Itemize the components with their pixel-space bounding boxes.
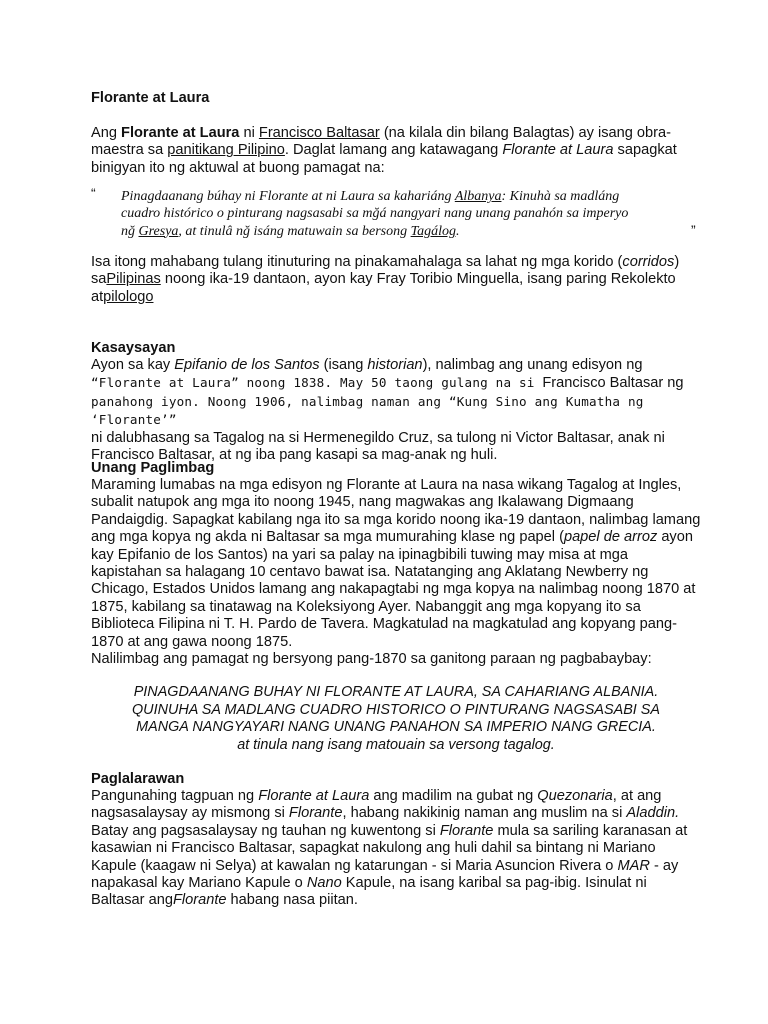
caps-line: MANGA NANGYAYARI NANG UNANG PANAHON SA IMPERIO NANG GRECIA. xyxy=(136,719,656,736)
para-text: (isang xyxy=(319,357,368,373)
full-title-quote xyxy=(121,188,701,240)
para-text: mula sa sariling karanasan at kasawian ni Francisco Baltasar, sapagkat nakulong ang huli dahil sa bintang ni Mariano Kapule (kaagaw ni Selya) at kawalan ng katarungan - si Maria Asuncion Rivera o xyxy=(91,822,688,874)
para-text: Nalilimbag ang pamagat ng bersyong pang-1870 sa ganitong paraan ng pagbabaybay: xyxy=(91,651,652,668)
aladdin-italic: Aladdin. xyxy=(626,805,680,822)
nano-italic: Nano xyxy=(306,875,342,892)
intro-text: sapagkat binigyan ito ng aktuwal at buong pamagat na: xyxy=(91,142,677,176)
para-text: noong ika-19 dantaon, ayon kay Fray Toribio Minguella, isang paring Rekolekto at xyxy=(91,271,676,305)
florante-italic: Florante xyxy=(172,892,227,909)
para-text: Kapule, na isang karibal sa pag-ibig. Isinulat ni Baltasar ang xyxy=(91,875,647,909)
quote-text: : Kinuhà sa madláng xyxy=(501,189,620,204)
open-quote-mark: “ xyxy=(91,185,96,201)
para-text: Batay ang pagsasalaysay ng tauhan ng kuwentong si xyxy=(91,822,440,839)
paglalarawan-paragraph xyxy=(91,788,701,910)
pilologo-link[interactable]: pilologo xyxy=(103,288,154,305)
caps-line: PINAGDAANANG BUHAY NI FLORANTE AT LAURA, SA CAHARIANG ALBANIA. xyxy=(133,684,659,700)
gresya-link[interactable]: Gresya xyxy=(138,223,179,239)
kasaysayan-line: ni dalubhasang sa Tagalog na si Hermenegildo Cruz, sa tulong ni Victor Baltasar, anak ni Francisco Baltasar, at ng iba pang kasapi sa mag-anak ng huli. xyxy=(91,429,665,464)
para-text: Pangunahing tagpuan ng xyxy=(91,788,259,804)
para-text: , habang nakikinig naman ang muslim na si xyxy=(342,805,627,822)
literature-link[interactable]: panitikang Pilipino xyxy=(167,142,285,159)
unang-paglimbag-heading: Unang Paglimbag xyxy=(91,460,215,476)
albanya-link[interactable]: Albanya xyxy=(454,189,502,204)
intro-bold-title: Florante at Laura xyxy=(121,125,240,141)
para-text: ) sa xyxy=(91,254,680,288)
caps-line: QUINUHA SA MADLANG CUADRO HISTORICO O PINTURANG NAGSASABI SA xyxy=(131,701,660,718)
kasaysayan-line xyxy=(91,393,701,430)
para-text: habang nasa piitan. xyxy=(226,892,358,909)
para-text: ayon kay Epifanio de los Santos) na yari sa palay na ipinagbibili tuwing may misa at mga kapistahan sa halagang 10 centavo bawat isa. Natatanging ang Aklatang Newberry ng Chicago, Estados Unidos lamang ang nakapagtabi ng mga kopya na nalimbag noong 1870 at 1875, kabilang sa tinatawag na Koleksiyong Ayer. Nabanggit ang mga kopyang ito sa Biblioteca Filipina ni T. H. Pardo de Tavera. Magkatulad na magkatulad ang kopyang pang-1870 at ang gawa noong 1875. xyxy=(91,529,696,650)
tagalog-link[interactable]: Tagálog xyxy=(410,223,456,239)
intro-italic-title: Florante at Laura xyxy=(502,142,614,159)
paglalarawan-heading: Paglalarawan xyxy=(91,771,185,787)
para-text: Maraming lumabas na mga edisyon ng Florante at Laura na nasa wikang Tagalog at Ingles, subalit natupok ang mga ito noong 1945, nang magwakas ang Ikalawang Digmaang Pandaigdig. Sapagkat kabilang nga ito sa mga korido noong ika-19 dantaon, nalimbag lamang ang mga kopya ng akda ni Baltasar sa mga mumurahing klase ng papel ( xyxy=(91,477,701,546)
intro-text: Ang xyxy=(91,125,122,141)
typed-text: panahong iyon. Noong 1906, nalimbag naman ang “Kung Sino ang Kumatha ng ‘Florante’” xyxy=(91,393,644,428)
kasaysayan-line xyxy=(91,357,701,374)
para-text: Francisco Baltasar ng xyxy=(542,375,684,392)
historian-italic: historian xyxy=(367,357,423,373)
corridos-italic: corridos xyxy=(622,254,675,270)
intro-text: . Daglat lamang ang katawagang xyxy=(284,142,503,159)
quote-line: cuadro histórico o pinturang nagsasabi sa mğá nangyari nang unang panahón sa imperyo xyxy=(121,206,629,222)
quote-line xyxy=(121,223,701,240)
close-quote-mark: ” xyxy=(691,222,696,238)
document-title: Florante at Laura xyxy=(91,90,210,106)
mar-italic: MAR xyxy=(617,857,650,874)
quote-text: , at tinulâ nğ isáng matuwain sa bersong xyxy=(178,223,411,239)
para-text: , at ang nagsasalaysay ay mismong si xyxy=(91,788,662,822)
intro-text: ni xyxy=(239,125,259,141)
para-text: Isa itong mahabang tulang itinuturing na pinakamahalaga sa lahat ng mga korido ( xyxy=(91,254,623,270)
quote-text: nğ xyxy=(121,223,139,239)
korido-paragraph xyxy=(91,254,701,306)
papel-de-arroz-italic: papel de arroz xyxy=(563,529,658,546)
intro-text: (na kilala din bilang Balagtas) ay isang obra-maestra sa xyxy=(91,125,671,159)
florante-italic: Florante xyxy=(288,805,343,822)
quote-text: Pinagdaanang búhay ni Florante at ni Laura sa kahariáng xyxy=(121,189,455,204)
para-text: ), nalimbag ang unang edisyon ng xyxy=(422,357,643,373)
para-text: ang madilim na gubat ng xyxy=(369,788,538,804)
florante-italic: Florante xyxy=(439,822,494,839)
quote-text: . xyxy=(456,223,460,239)
kasaysayan-paragraph xyxy=(91,357,701,464)
kasaysayan-heading: Kasaysayan xyxy=(91,340,176,356)
para-text: Ayon sa kay xyxy=(91,357,175,373)
quote-line xyxy=(121,188,701,205)
1870-title-quote xyxy=(91,684,701,754)
kasaysayan-line xyxy=(91,374,701,392)
pilipinas-link[interactable]: Pilipinas xyxy=(106,271,161,288)
author-link[interactable]: Francisco Baltasar xyxy=(258,125,380,141)
italic-title: Florante at Laura xyxy=(258,788,370,804)
epifanio-italic: Epifanio de los Santos xyxy=(174,357,320,373)
intro-paragraph xyxy=(91,125,701,177)
para-text: - ay napakasal kay Mariano Kapule o xyxy=(91,857,679,892)
unang-paglimbag-paragraph xyxy=(91,477,701,668)
typed-text: “Florante at Laura” noong 1838. May 50 taong gulang na si xyxy=(91,375,543,391)
quezonaria-italic: Quezonaria xyxy=(537,788,613,804)
caps-line: at tinula nang isang matouain sa versong tagalog. xyxy=(237,736,555,753)
